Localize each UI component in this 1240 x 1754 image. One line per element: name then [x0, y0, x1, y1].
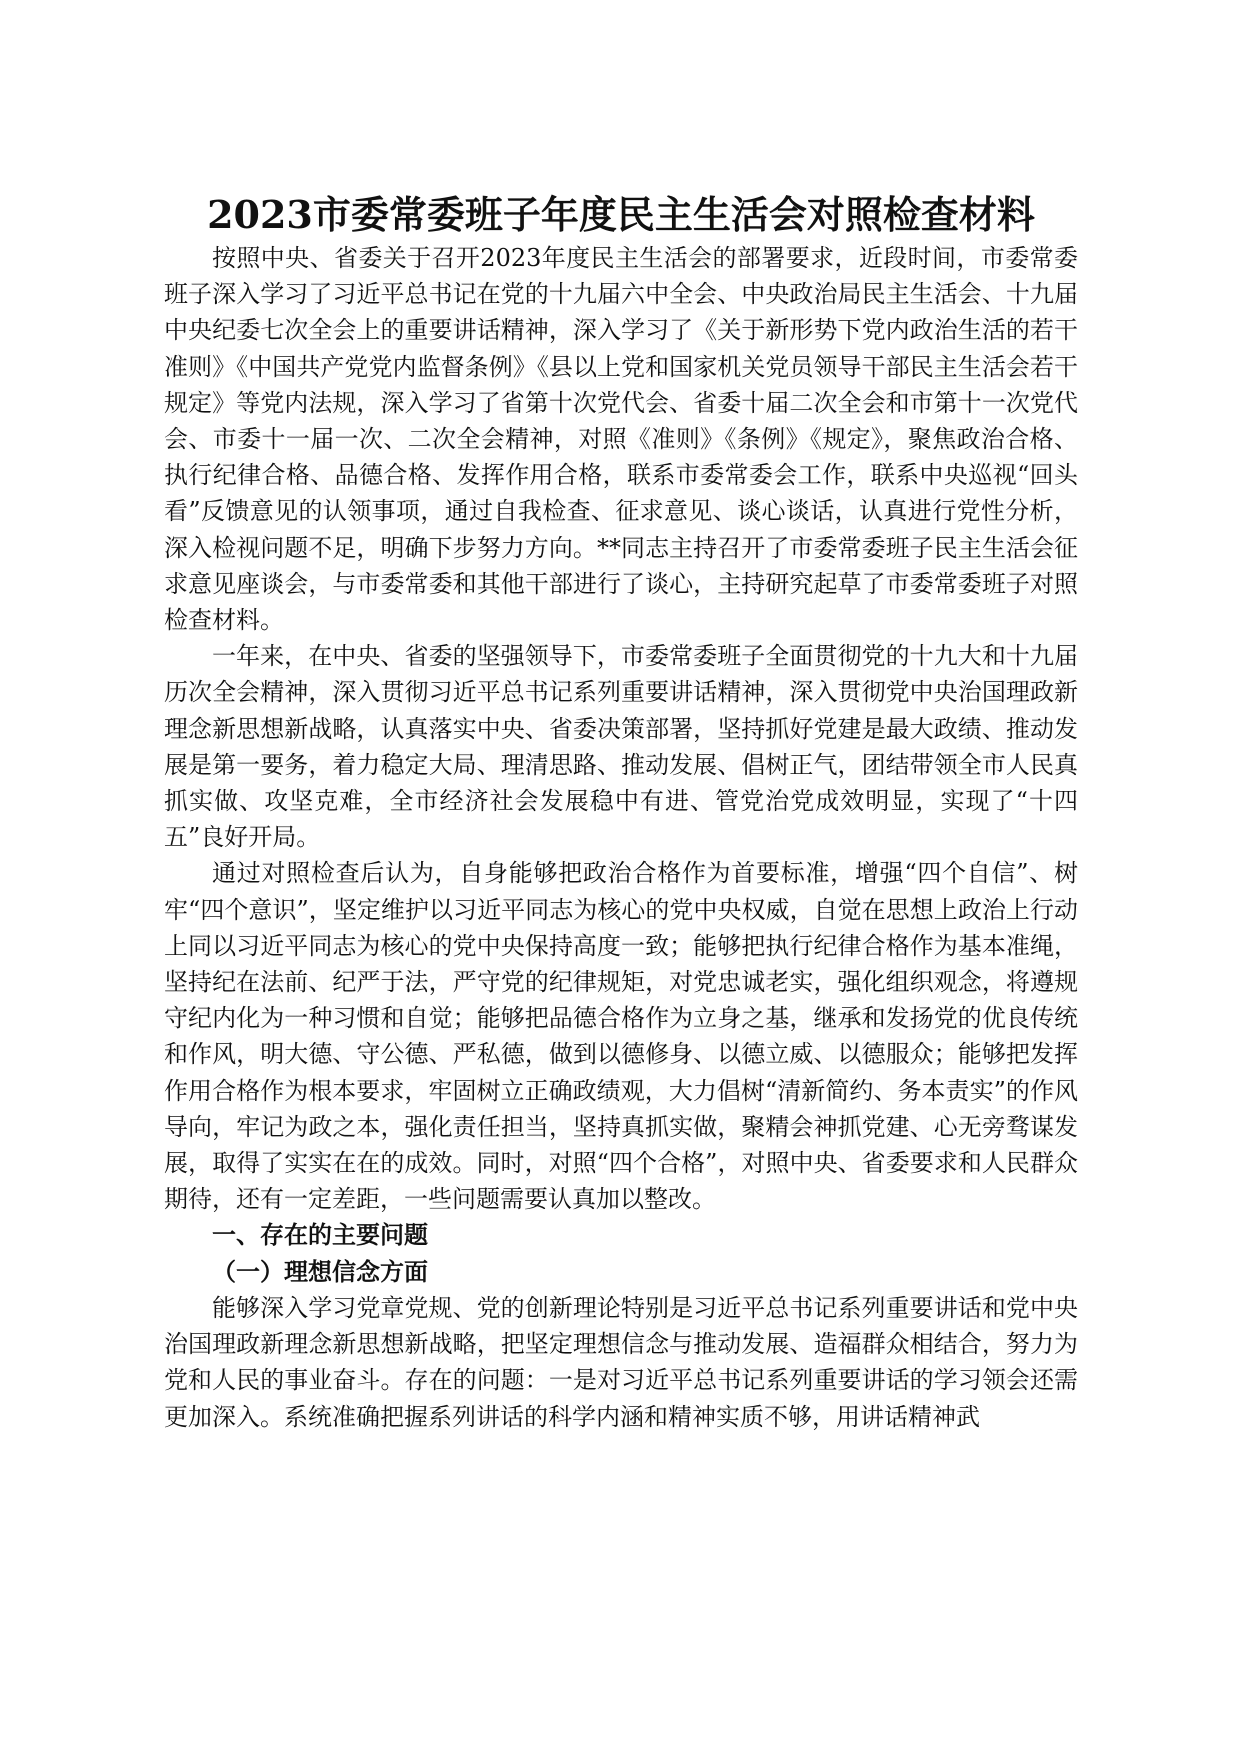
paragraph-intro: 按照中央、省委关于召开2023年度民主生活会的部署要求，近段时间，市委常委班子深入学习了习近平总书记在党的十九届六中全会、中央政治局民主生活会、十九届中央纪委七次全会上的重要讲话精神，深入学习了《关于新形势下党内政治生活的若干准则》《中国共产党党内监督条例》《县以上党和国家机关党员领导干部民主生活会若干规定》等党内法规，深入学习了省第十次党代会、省委十届二次全会和市第十一次党代会、市委十一届一次、二次全会精神，对照《准则》《条例》《规定》，聚焦政治合格、执行纪律合格、品德合格、发挥作用合格，联系市委常委会工作，联系中央巡视“回头看”反馈意见的认领事项，通过自我检查、征求意见、谈心谈话，认真进行党性分析，深入检视问题不足，明确下步努力方向。**同志主持召开了市委常委班子民主生活会征求意见座谈会，与市委常委和其他干部进行了谈心，主持研究起草了市委常委班子对照检查材料。 — [164, 244, 1078, 635]
paragraph-self-assessment: 通过对照检查后认为，自身能够把政治合格作为首要标准，增强“四个自信”、树牢“四个意识”，坚定维护以习近平同志为核心的党中央权威，自觉在思想上政治上行动上同以习近平同志为核心的党中央保持高度一致；能够把执行纪律合格作为基本准绳，坚持纪在法前、纪严于法，严守党的纪律规矩，对党忠诚老实，强化组织观念，将遵规守纪内化为一种习惯和自觉；能够把品德合格作为立身之基，继承和发扬党的优良传统和作风，明大德、守公德、严私德，做到以德修身、以德立威、以德服众；能够把发挥作用合格作为根本要求，牢固树立正确政绩观，大力倡树“清新简约、务本责实”的作风导向，牢记为政之本，强化责任担当，坚持真抓实做，聚精会神抓党建、心无旁骛谋发展，取得了实实在在的成效。同时，对照“四个合格”，对照中央、省委要求和人民群众期待，还有一定差距，一些问题需要认真加以整改。 — [164, 859, 1078, 1214]
document-title: 2023市委常委班子年度民主生活会对照检查材料 — [207, 192, 1035, 237]
section-heading: 一、存在的主要问题 — [212, 1220, 428, 1250]
paragraph-year-review: 一年来，在中央、省委的坚强领导下，市委常委班子全面贯彻党的十九大和十九届历次全会精神，深入贯彻习近平总书记系列重要讲话精神，深入贯彻党中央治国理政新理念新思想新战略，认真落实中央、省委决策部署，坚持抓好党建是最大政绩、推动发展是第一要务，着力稳定大局、理清思路、推动发展、倡树正气，团结带领全市人民真抓实做、攻坚克难，全市经济社会发展稳中有进、管党治党成效明显，实现了“十四五”良好开局。 — [164, 642, 1078, 852]
paragraph-ideals-beliefs: 能够深入学习党章党规、党的创新理论特别是习近平总书记系列重要讲话和党中央治国理政新理念新思想新战略，把坚定理想信念与推动发展、造福群众相结合，努力为党和人民的事业奋斗。存在的问题：一是对习近平总书记系列重要讲话的学习领会还需更加深入。系统准确把握系列讲话的科学内涵和精神实质不够，用讲话精神武 — [164, 1293, 1078, 1431]
document-content — [164, 190, 1078, 1435]
subsection-heading: （一）理想信念方面 — [212, 1256, 428, 1286]
document-body — [164, 240, 1078, 1435]
